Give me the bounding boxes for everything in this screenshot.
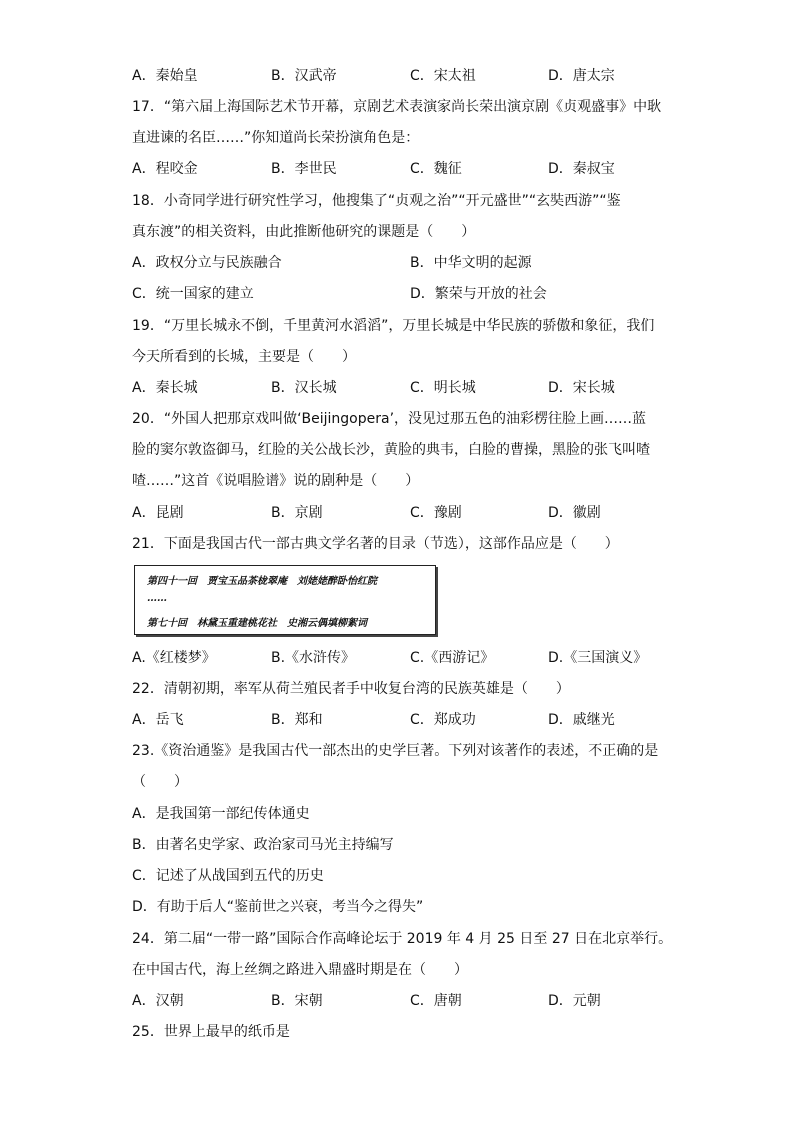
q18-stem-line-1: 18．小奇同学进行研究性学习，他搜集了“贞观之治”“开元盛世”“玄奘西游”“鉴 bbox=[132, 193, 621, 209]
q22-option-c: C．郑成功 bbox=[410, 712, 476, 728]
q23-option-b: B．由著名史学家、政治家司马光主持编写 bbox=[132, 837, 394, 853]
q24-stem-line-2: 在中国古代，海上丝绸之路进入鼎盛时期是在（ ） bbox=[132, 962, 468, 978]
q19-option-c: C．明长城 bbox=[410, 380, 476, 396]
q20-option-a: A．昆剧 bbox=[132, 505, 184, 521]
q20-option-d: D．徽剧 bbox=[548, 505, 601, 521]
q21-stem-line-1: 21．下面是我国古代一部古典文学名著的目录（节选），这部作品应是（ ） bbox=[132, 536, 619, 552]
q24-option-c: C．唐朝 bbox=[410, 993, 462, 1009]
q22-option-d: D．戚继光 bbox=[548, 712, 615, 728]
q22-option-a: A．岳飞 bbox=[132, 712, 184, 728]
q25-stem-line-1: 25．世界上最早的纸币是 bbox=[132, 1024, 290, 1040]
q19-option-a: A．秦长城 bbox=[132, 380, 198, 396]
q17-option-b: B．李世民 bbox=[271, 161, 337, 177]
q20-stem-line-3: 喳……”这首《说唱脸谱》说的剧种是（ ） bbox=[132, 473, 420, 489]
q18-option-a: A．政权分立与民族融合 bbox=[132, 255, 282, 271]
q16-option-c: C．宋太祖 bbox=[410, 68, 476, 84]
catalog-excerpt-box bbox=[134, 565, 436, 635]
q23-option-a: A．是我国第一部纪传体通史 bbox=[132, 806, 310, 822]
q18-option-d: D．繁荣与开放的社会 bbox=[410, 286, 547, 302]
q19-option-b: B．汉长城 bbox=[271, 380, 337, 396]
catalog-line-1: 第四十一回 贾宝玉品茶栊翠庵 刘姥姥醉卧怡红院 bbox=[147, 576, 377, 587]
q21-option-a: A.《红楼梦》 bbox=[132, 650, 216, 666]
q19-option-d: D．宋长城 bbox=[548, 380, 615, 396]
q16-option-a: A．秦始皇 bbox=[132, 68, 198, 84]
q19-stem-line-2: 今天所看到的长城，主要是（ ） bbox=[132, 349, 356, 365]
q21-option-c: C.《西游记》 bbox=[410, 650, 495, 666]
q19-stem-line-1: 19．“万里长城永不倒，千里黄河水滔滔”，万里长城是中华民族的骄傲和象征，我们 bbox=[132, 318, 655, 334]
q20-stem-line-1: 20．“外国人把那京戏叫做‘Beijingopera’，没见过那五色的油彩楞往脸上画……蓝 bbox=[132, 411, 647, 427]
q22-option-b: B．郑和 bbox=[271, 712, 323, 728]
q17-stem-line-2: 直进谏的名臣……”你知道尚长荣扮演角色是： bbox=[132, 130, 420, 146]
q20-option-b: B．京剧 bbox=[271, 505, 323, 521]
q23-option-d: D．有助于后人“鉴前世之兴衰，考当今之得失” bbox=[132, 899, 424, 915]
q21-option-b: B.《水浒传》 bbox=[271, 650, 356, 666]
q20-option-c: C．豫剧 bbox=[410, 505, 462, 521]
q20-stem-line-2: 脸的窦尔敦盗御马，红脸的关公战长沙，黄脸的典韦，白脸的曹操，黑脸的张飞叫喳 bbox=[132, 442, 650, 458]
q22-stem-line-1: 22．清朝初期，率军从荷兰殖民者手中收复台湾的民族英雄是（ ） bbox=[132, 681, 570, 697]
q18-option-b: B．中华文明的起源 bbox=[410, 255, 532, 271]
q18-option-c: C．统一国家的建立 bbox=[132, 286, 254, 302]
catalog-ellipsis: …… bbox=[147, 593, 167, 604]
q23-stem-line-1: 23.《资治通鉴》是我国古代一部杰出的史学巨著。下列对该著作的表述，不正确的是 bbox=[132, 743, 659, 759]
q17-option-a: A．程咬金 bbox=[132, 161, 198, 177]
q18-stem-line-2: 真东渡”的相关资料，由此推断他研究的课题是（ ） bbox=[132, 224, 476, 240]
catalog-line-2: 第七十回 林黛玉重建桃花社 史湘云偶填柳絮词 bbox=[147, 618, 367, 629]
q24-option-d: D．元朝 bbox=[548, 993, 601, 1009]
q21-option-d: D.《三国演义》 bbox=[548, 650, 648, 666]
q17-stem-line-1: 17．“第六届上海国际艺术节开幕，京剧艺术表演家尚长荣出演京剧《贞观盛事》中耿 bbox=[132, 99, 662, 115]
q23-stem-line-2: （ ） bbox=[132, 774, 188, 790]
q24-option-a: A．汉朝 bbox=[132, 993, 184, 1009]
q16-option-d: D．唐太宗 bbox=[548, 68, 615, 84]
q23-option-c: C．记述了从战国到五代的历史 bbox=[132, 868, 324, 884]
q24-stem-line-1: 24．第二届“一带一路”国际合作高峰论坛于 2019 年 4 月 25 日至 27 日在北京举行。 bbox=[132, 931, 673, 947]
q16-option-b: B．汉武帝 bbox=[271, 68, 337, 84]
q17-option-d: D．秦叔宝 bbox=[548, 161, 615, 177]
q17-option-c: C．魏征 bbox=[410, 161, 462, 177]
q24-option-b: B．宋朝 bbox=[271, 993, 323, 1009]
